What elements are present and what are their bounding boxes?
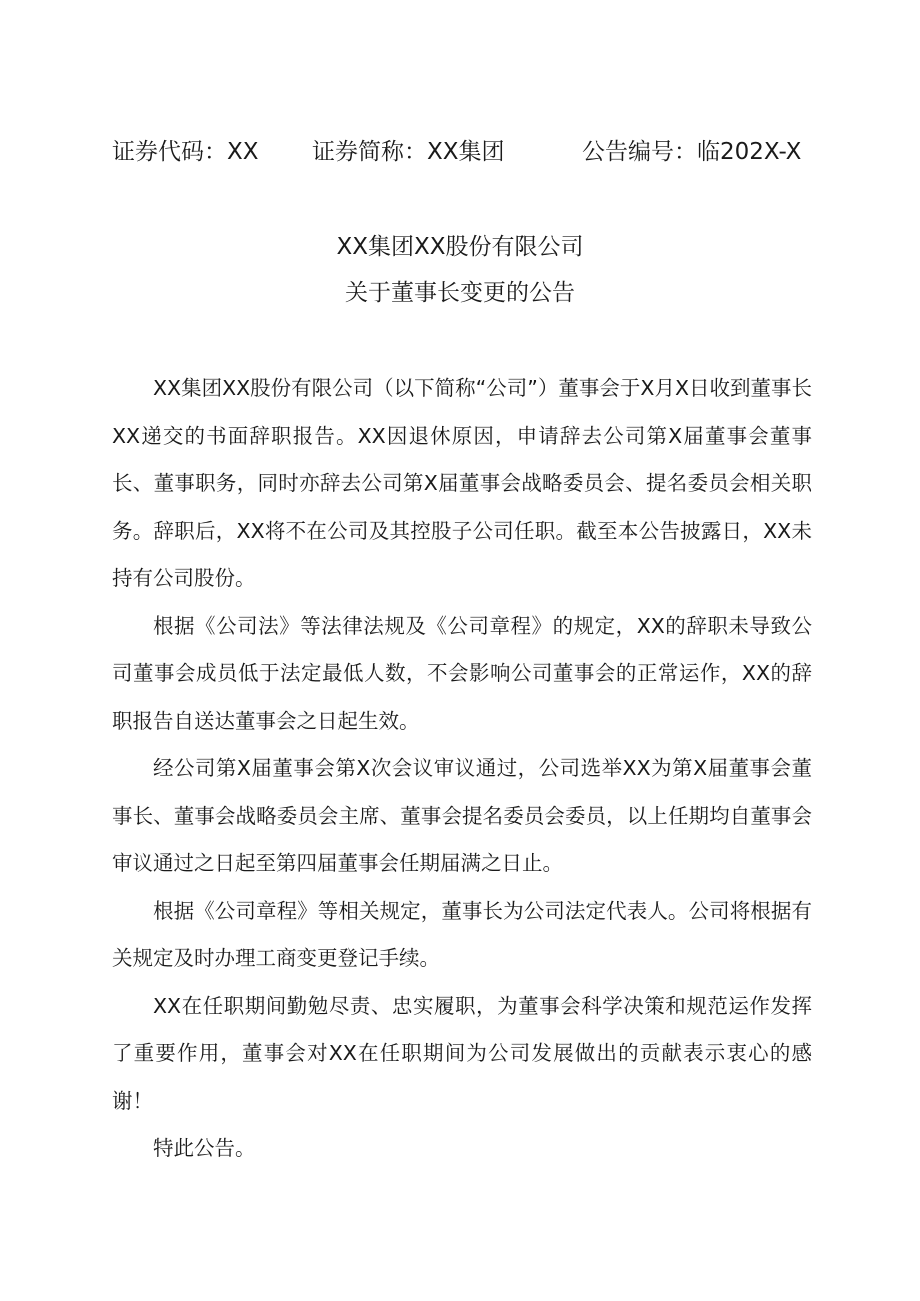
paragraph-legal-representative: 根据《公司章程》等相关规定，董事长为公司法定代表人。公司将根据有关规定及时办理工商变更登记手续。 — [112, 898, 812, 970]
securities-abbreviation: 证券简称：XX集团 — [312, 139, 505, 165]
securities-code: 证券代码：XX — [112, 139, 259, 165]
document-title — [0, 224, 920, 316]
paragraph-acknowledgement: XX在任职期间勤勉尽责、忠实履职，为董事会科学决策和规范运作发挥了重要作用，董事会对XX在任职期间为公司发展做出的贡献表示衷心的感谢！ — [112, 993, 812, 1113]
paragraph-resignation: XX集团XX股份有限公司（以下简称“公司”）董事会于X月X日收到董事长XX递交的书面辞职报告。XX因退休原因，申请辞去公司第X届董事会董事长、董事职务，同时亦辞去公司第X届董事会战略委员会、提名委员会相关职务。辞职后，XX将不在公司及其控股子公司任职。截至本公告披露日，XX未持有公司股份。 — [112, 376, 813, 590]
paragraph-legal-compliance: 根据《公司法》等法律法规及《公司章程》的规定，XX的辞职未导致公司董事会成员低于法定最低人数，不会影响公司董事会的正常运作，XX的辞职报告自送达董事会之日起生效。 — [112, 613, 812, 733]
paragraph-closing: 特此公告。 — [153, 1136, 256, 1160]
company-name-title: XX集团XX股份有限公司 — [336, 234, 584, 260]
announcement-header — [112, 134, 812, 170]
announcement-number: 公告编号：临202X-X — [582, 139, 802, 165]
announcement-body — [112, 365, 812, 1173]
paragraph-election: 经公司第X届董事会第X次会议审议通过，公司选举XX为第X届董事会董事长、董事会战略委员会主席、董事会提名委员会委员，以上任期均自董事会审议通过之日起至第四届董事会任期届满之日止。 — [112, 756, 812, 875]
announcement-subject-title: 关于董事长变更的公告 — [345, 280, 575, 306]
